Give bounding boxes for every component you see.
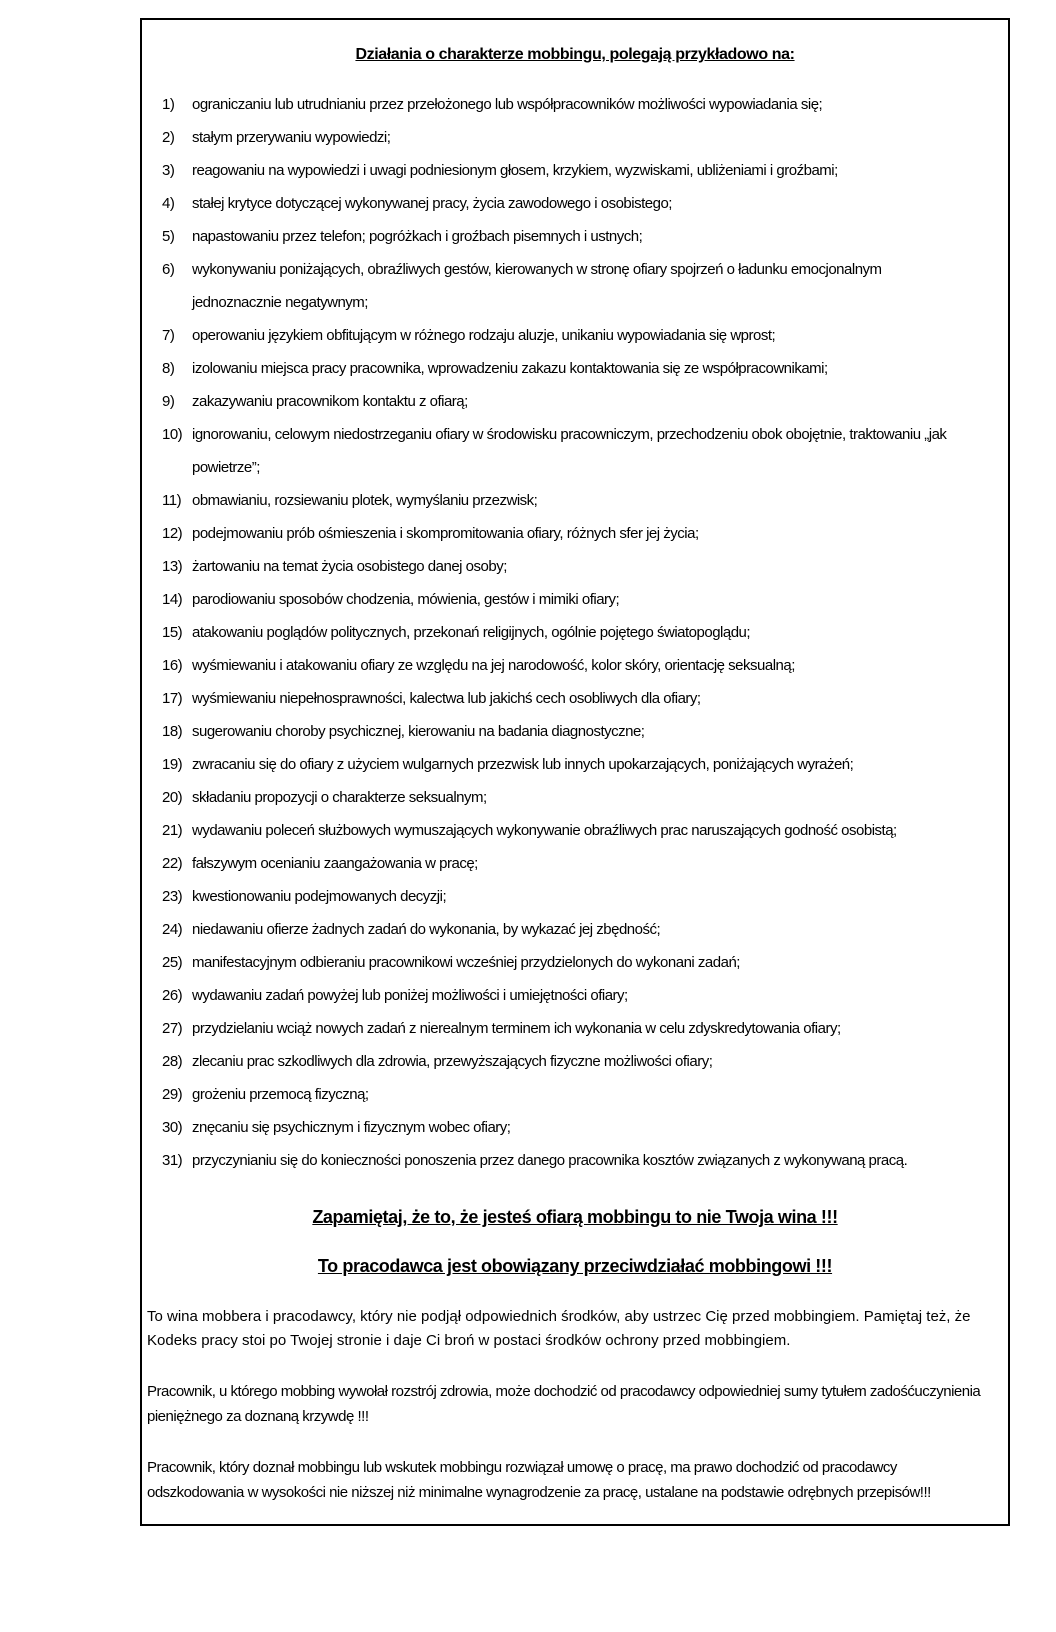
list-item: [162, 1012, 970, 1045]
list-item-number: 25): [162, 954, 183, 971]
list-item-text: żartowaniu na temat życia osobistego danej osoby;: [192, 558, 507, 575]
list-item-number: 19): [162, 756, 183, 773]
list-item-number: 12): [162, 525, 183, 542]
list-item: [162, 748, 970, 781]
list-item-text: napastowaniu przez telefon; pogróżkach i groźbach pisemnych i ustnych;: [192, 228, 643, 245]
list-item-number: 21): [162, 822, 183, 839]
list-item-text: sugerowaniu choroby psychicznej, kierowaniu na badania diagnostyczne;: [192, 723, 645, 740]
list-item: [162, 649, 970, 682]
list-item-text: kwestionowaniu podejmowanych decyzji;: [192, 888, 447, 905]
document-frame: [140, 18, 1010, 1526]
list-item: [162, 1111, 970, 1144]
list-item-number: 4): [162, 195, 175, 212]
list-item-text: ignorowaniu, celowym niedostrzeganiu ofiary w środowisku pracowniczym, przechodzeniu obok obojętnie, traktowaniu „jak powietrze”;: [192, 426, 947, 476]
list-item-text: zakazywaniu pracownikom kontaktu z ofiarą;: [192, 393, 468, 410]
list-item: [162, 550, 970, 583]
list-item-text: zwracaniu się do ofiary z użyciem wulgarnych przezwisk lub innych upokarzających, poniżających wyrażeń;: [192, 756, 854, 773]
list-item: [162, 517, 970, 550]
list-item-number: 7): [162, 327, 175, 344]
list-item-number: 23): [162, 888, 183, 905]
list-item-number: 17): [162, 690, 183, 707]
list-item-number: 1): [162, 96, 175, 113]
list-item-text: wydawaniu zadań powyżej lub poniżej możliwości i umiejętności ofiary;: [192, 987, 628, 1004]
list-item-text: obmawianiu, rozsiewaniu plotek, wymyślaniu przezwisk;: [192, 492, 538, 509]
list-item: [162, 616, 970, 649]
paragraph: Pracownik, który doznał mobbingu lub wskutek mobbingu rozwiązał umowę o pracę, ma prawo dochodzić od pracodawcy odszkodowania w wysokości nie niższej niż minimalne wynagrodzenie za pracę, ustalane na podstawie odrębnych przepisów!!!: [147, 1459, 931, 1501]
list-item: [162, 385, 970, 418]
list-item: [162, 979, 970, 1012]
list-item-number: 28): [162, 1053, 183, 1070]
list-item-number: 20): [162, 789, 183, 806]
paragraph: Pracownik, u którego mobbing wywołał rozstrój zdrowia, może dochodzić od pracodawcy odpowiedniej sumy tytułem zadośćuczynienia pieniężnego za doznaną krzywdę !!!: [147, 1383, 981, 1425]
list-item: [162, 253, 970, 319]
list-item-number: 8): [162, 360, 175, 377]
list-item-text: manifestacyjnym odbieraniu pracownikowi wcześniej przydzielonych do wykonani zadań;: [192, 954, 740, 971]
list-item: [162, 814, 970, 847]
list-item-text: reagowaniu na wypowiedzi i uwagi podniesionym głosem, krzykiem, wyzwiskami, ubliżeniami i groźbami;: [192, 162, 838, 179]
list-item: [162, 187, 970, 220]
list-item-text: niedawaniu ofierze żadnych zadań do wykonania, by wykazać jej zbędność;: [192, 921, 661, 938]
list-item-number: 29): [162, 1086, 183, 1103]
list-item-text: podejmowaniu prób ośmieszenia i skompromitowania ofiary, różnych sfer jej życia;: [192, 525, 699, 542]
list-item-number: 31): [162, 1152, 183, 1169]
list-item-text: izolowaniu miejsca pracy pracownika, wprowadzeniu zakazu kontaktowania się ze współpracownikami;: [192, 360, 828, 377]
list-item-number: 14): [162, 591, 183, 608]
list-item-text: znęcaniu się psychicznym i fizycznym wobec ofiary;: [192, 1119, 511, 1136]
list-item: [162, 1078, 970, 1111]
paragraph: To wina mobbera i pracodawcy, który nie podjął odpowiednich środków, aby ustrzec Cię przed mobbingiem. Pamiętaj też, że Kodeks pracy stoi po Twojej stronie i daje Ci broń w postaci środków ochrony przed mobbingiem.: [147, 1308, 971, 1349]
list-item: [162, 913, 970, 946]
list-item-text: wyśmiewaniu niepełnosprawności, kalectwa lub jakichś cech osobliwych dla ofiary;: [192, 690, 701, 707]
list-item-text: ograniczaniu lub utrudnianiu przez przełożonego lub współpracowników możliwości wypowiadania się;: [192, 96, 823, 113]
list-item: [162, 121, 970, 154]
list-item-text: grożeniu przemocą fizyczną;: [192, 1086, 369, 1103]
list-item: [162, 880, 970, 913]
list-item-text: stałej krytyce dotyczącej wykonywanej pracy, życia zawodowego i osobistego;: [192, 195, 672, 212]
list-item: [162, 352, 970, 385]
closing-paragraphs: [142, 1305, 1008, 1505]
list-item: [162, 847, 970, 880]
list-item: [162, 220, 970, 253]
list-item-number: 24): [162, 921, 183, 938]
list-item-number: 27): [162, 1020, 183, 1037]
list-item: [162, 154, 970, 187]
list-item-text: fałszywym ocenianiu zaangażowania w pracę;: [192, 855, 478, 872]
list-item-number: 26): [162, 987, 183, 1004]
list-item-number: 10): [162, 426, 183, 443]
list-item-text: wyśmiewaniu i atakowaniu ofiary ze względu na jej narodowość, kolor skóry, orientację seksualną;: [192, 657, 795, 674]
list-item: [162, 583, 970, 616]
list-item: [162, 682, 970, 715]
list-item: [162, 715, 970, 748]
list-item: [162, 484, 970, 517]
list-item-number: 30): [162, 1119, 183, 1136]
list-item: [162, 946, 970, 979]
list-item: [162, 781, 970, 814]
list-item-text: przydzielaniu wciąż nowych zadań z nierealnym terminem ich wykonania w celu zdyskredytowania ofiary;: [192, 1020, 841, 1037]
list-item-text: składaniu propozycji o charakterze seksualnym;: [192, 789, 487, 806]
list-item-text: wykonywaniu poniżających, obraźliwych gestów, kierowanych w stronę ofiary spojrzeń o ładunku emocjonalnym jednoznacznie negatywnym;: [192, 261, 882, 311]
list-item-text: zlecaniu prac szkodliwych dla zdrowia, przewyższających fizyczne możliwości ofiary;: [192, 1053, 713, 1070]
list-item-number: 15): [162, 624, 183, 641]
list-item-number: 11): [162, 492, 182, 509]
emphasis-line: Zapamiętaj, że to, że jesteś ofiarą mobbingu to nie Twoja wina !!!: [312, 1207, 838, 1227]
list-item: [162, 418, 970, 484]
list-item-number: 9): [162, 393, 175, 410]
list-item-number: 16): [162, 657, 183, 674]
list-item-number: 6): [162, 261, 175, 278]
list-item-text: atakowaniu poglądów politycznych, przekonań religijnych, ogólnie pojętego światopoglądu;: [192, 624, 751, 641]
emphasis-line: To pracodawca jest obowiązany przeciwdziałać mobbingowi !!!: [317, 1256, 833, 1276]
list-item-number: 22): [162, 855, 183, 872]
list-item-text: wydawaniu poleceń służbowych wymuszających wykonywanie obraźliwych prac naruszających godność osobistą;: [192, 822, 897, 839]
page-title: Działania o charakterze mobbingu, polegają przykładowo na:: [355, 46, 795, 63]
list-item: [162, 319, 970, 352]
list-item-number: 2): [162, 129, 175, 146]
list-item-text: parodiowaniu sposobów chodzenia, mówienia, gestów i mimiki ofiary;: [192, 591, 620, 608]
list-item: [162, 1045, 970, 1078]
list-item-text: operowaniu językiem obfitującym w różnego rodzaju aluzje, unikaniu wypowiadania się wprost;: [192, 327, 776, 344]
mobbing-list: [142, 88, 1008, 1177]
list-item: [162, 88, 970, 121]
list-item-number: 18): [162, 723, 183, 740]
list-item-text: przyczynianiu się do konieczności ponoszenia przez danego pracownika kosztów związanych z wykonywaną pracą.: [192, 1152, 908, 1169]
list-item: [162, 1144, 970, 1177]
list-item-text: stałym przerywaniu wypowiedzi;: [192, 129, 391, 146]
list-item-number: 3): [162, 162, 175, 179]
list-item-number: 5): [162, 228, 175, 245]
emphasis-section: [142, 1207, 1008, 1277]
list-item-number: 13): [162, 558, 183, 575]
